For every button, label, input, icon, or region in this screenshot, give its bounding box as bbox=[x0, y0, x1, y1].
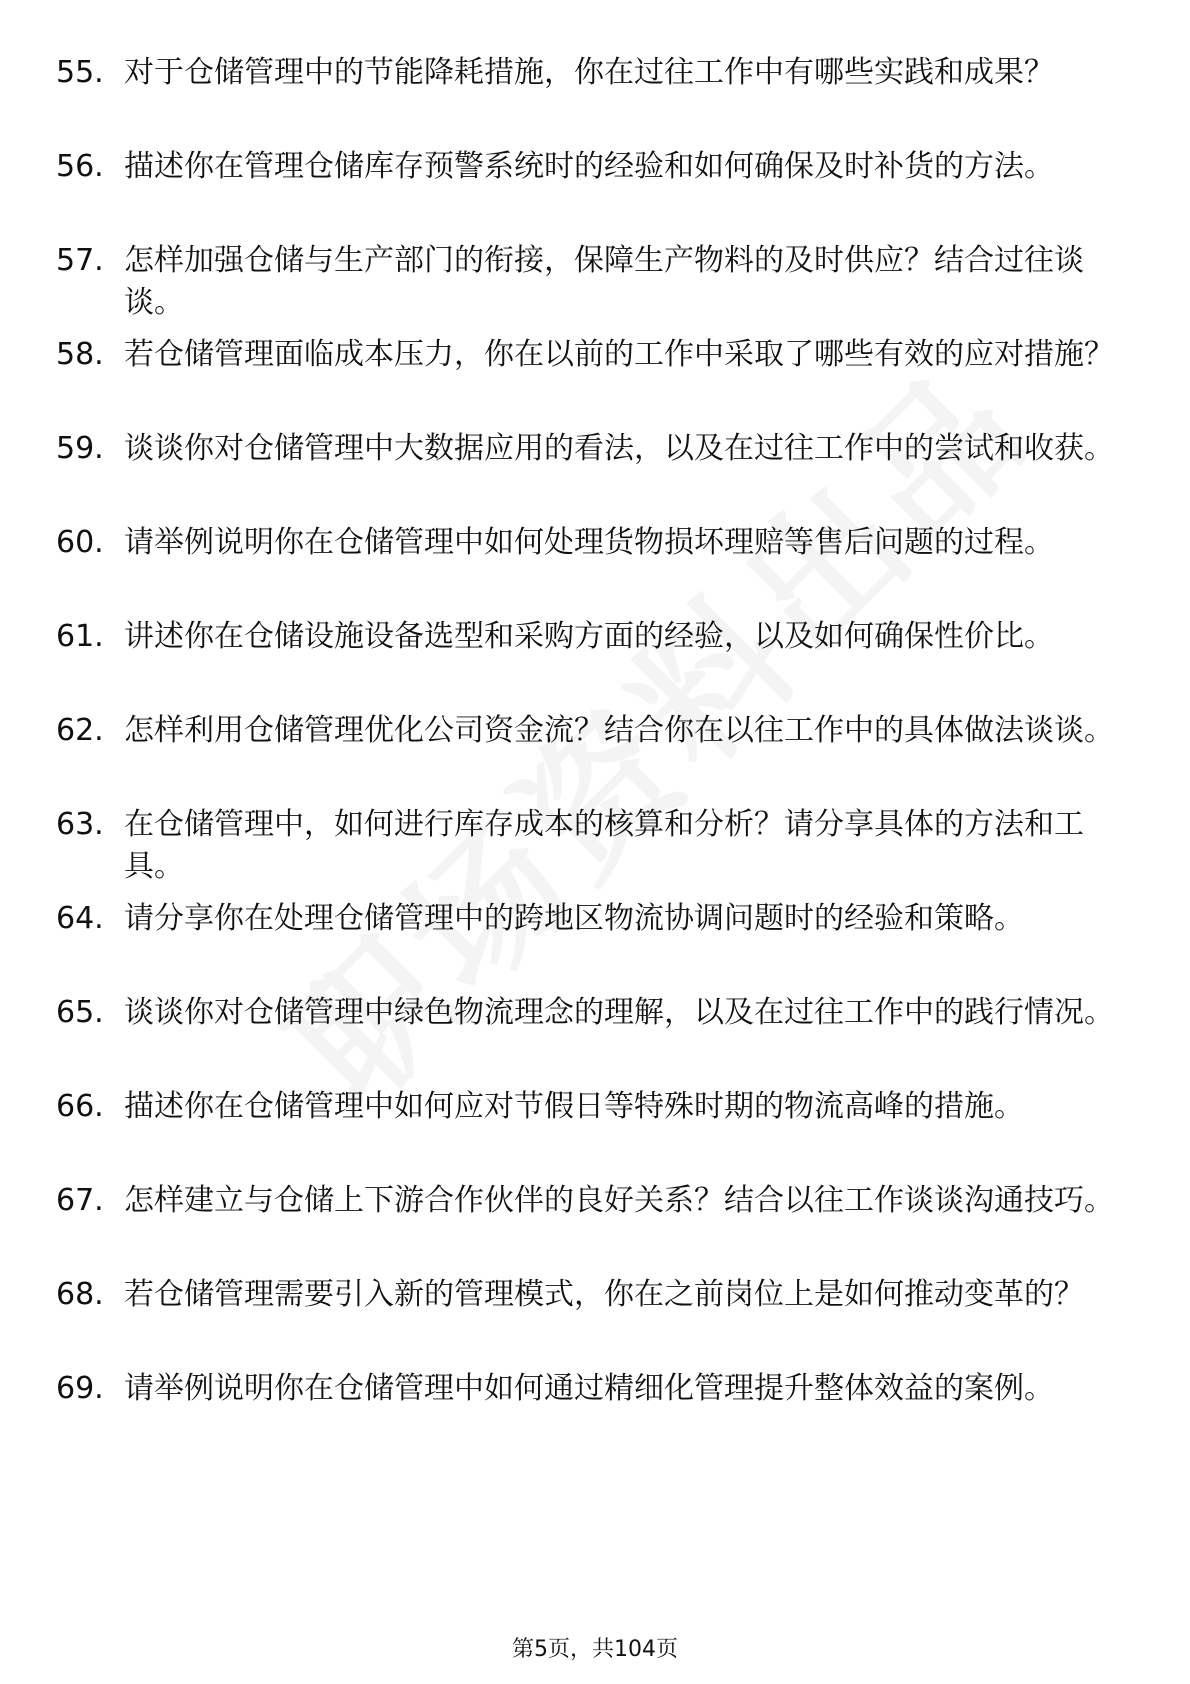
question-number: 66. bbox=[56, 1089, 104, 1124]
question-text: 谈谈你对仓储管理中大数据应用的看法，以及在过往工作中的尝试和收获。 bbox=[124, 431, 1114, 466]
question-number: 57. bbox=[56, 243, 104, 278]
question-text: 谈谈你对仓储管理中绿色物流理念的理解，以及在过往工作中的践行情况。 bbox=[124, 995, 1114, 1030]
question-text: 怎样建立与仓储上下游合作伙伴的良好关系？结合以往工作谈谈沟通技巧。 bbox=[124, 1183, 1114, 1218]
question-number: 69. bbox=[56, 1371, 104, 1406]
question-text: 请举例说明你在仓储管理中如何通过精细化管理提升整体效益的案例。 bbox=[124, 1371, 1054, 1406]
question-text: 讲述你在仓储设施设备选型和采购方面的经验，以及如何确保性价比。 bbox=[124, 619, 1054, 654]
question-text: 请举例说明你在仓储管理中如何处理货物损坏理赔等售后问题的过程。 bbox=[124, 525, 1054, 560]
page-number-label: 第5页，共104页 bbox=[512, 1637, 678, 1662]
question-number: 64. bbox=[56, 901, 104, 936]
question-number: 68. bbox=[56, 1277, 104, 1312]
question-number: 65. bbox=[56, 995, 104, 1030]
question-number: 58. bbox=[56, 337, 104, 372]
question-number: 63. bbox=[56, 807, 104, 842]
question-number: 62. bbox=[56, 713, 104, 748]
question-number: 61. bbox=[56, 619, 104, 654]
question-text: 描述你在仓储管理中如何应对节假日等特殊时期的物流高峰的措施。 bbox=[124, 1089, 1024, 1124]
question-number: 56. bbox=[56, 149, 104, 184]
question-text: 描述你在管理仓储库存预警系统时的经验和如何确保及时补货的方法。 bbox=[124, 149, 1054, 184]
question-text: 在仓储管理中，如何进行库存成本的核算和分析？请分享具体的方法和工具。 bbox=[124, 807, 1084, 884]
page-footer bbox=[0, 1636, 1190, 1664]
question-number: 60. bbox=[56, 525, 104, 560]
question-text: 怎样利用仓储管理优化公司资金流？结合你在以往工作中的具体做法谈谈。 bbox=[124, 713, 1114, 748]
question-text: 对于仓储管理中的节能降耗措施，你在过往工作中有哪些实践和成果？ bbox=[124, 55, 1054, 90]
question-text: 若仓储管理面临成本压力，你在以前的工作中采取了哪些有效的应对措施？ bbox=[124, 337, 1114, 372]
question-number: 67. bbox=[56, 1183, 104, 1218]
question-text: 怎样加强仓储与生产部门的衔接，保障生产物料的及时供应？结合过往谈谈。 bbox=[124, 243, 1084, 320]
question-number: 55. bbox=[56, 55, 104, 90]
question-text: 若仓储管理需要引入新的管理模式，你在之前岗位上是如何推动变革的？ bbox=[124, 1277, 1084, 1312]
question-text: 请分享你在处理仓储管理中的跨地区物流协调问题时的经验和策略。 bbox=[124, 901, 1024, 936]
question-number: 59. bbox=[56, 431, 104, 466]
